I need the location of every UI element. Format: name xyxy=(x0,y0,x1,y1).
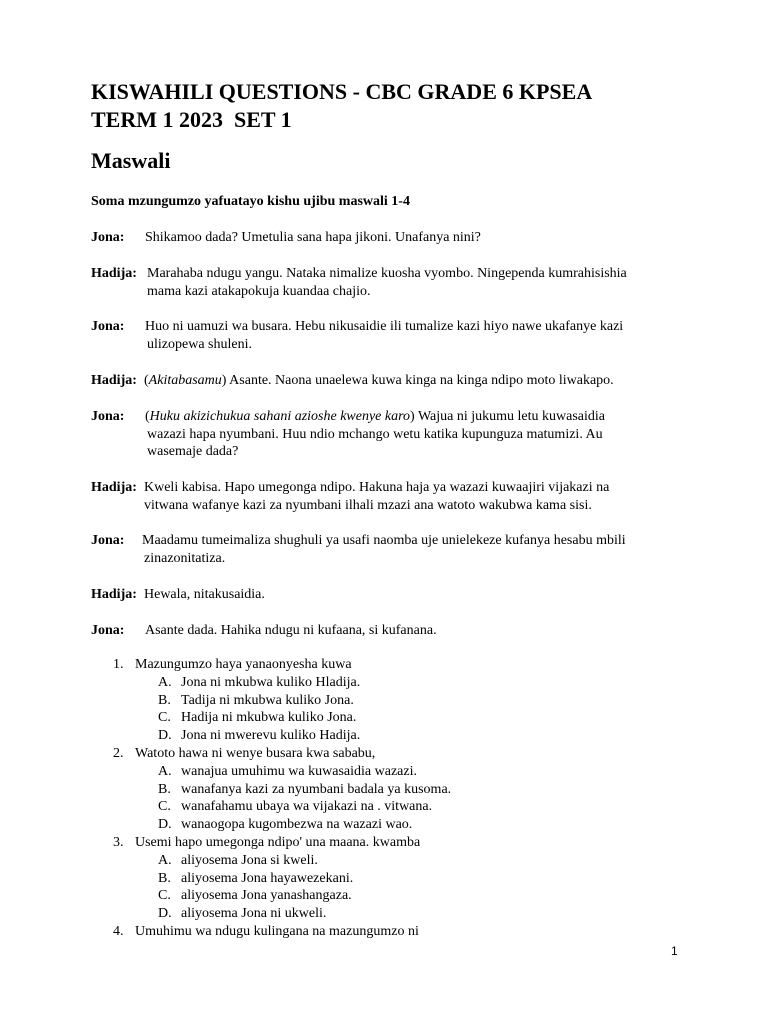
speaker-name: Jona: xyxy=(91,409,125,424)
option-text: Tadija ni mkubwa kuliko Jona. xyxy=(181,692,354,708)
question-number: 2. xyxy=(113,746,124,761)
question-text: Umuhimu wa ndugu kulingana na mazungumzo ni xyxy=(135,924,419,939)
question-text: Usemi hapo umegonga ndipo' una maana. kwamba xyxy=(135,835,421,850)
dialogue-text: ) Wajua ni jukumu letu kuwasaidia xyxy=(410,409,606,424)
question-number: 1. xyxy=(113,657,124,672)
option-letter: A. xyxy=(158,764,172,779)
dialogue-line: Shikamoo dada? Umetulia sana hapa jikoni. Unafanya nini? xyxy=(145,230,481,245)
document-title xyxy=(91,78,691,134)
option-text: aliyosema Jona yanashangaza. xyxy=(181,888,352,903)
instruction: Soma mzungumzo yafuatayo kishu ujibu maswali 1-4 xyxy=(91,194,410,209)
title-line-2: TERM 1 2023 SET 1 xyxy=(91,107,292,132)
speaker-name: Jona: xyxy=(91,533,125,548)
dialogue-line: ulizopewa shuleni. xyxy=(147,337,252,352)
dialogue-line xyxy=(144,372,614,390)
dialogue-line: wazazi hapa nyumbani. Huu ndio mchango wetu katika kupunguza matumizi. Au xyxy=(147,427,603,442)
option-letter: C. xyxy=(158,710,171,725)
option-text: Hadija ni mkubwa kuliko Jona. xyxy=(181,710,357,725)
option-letter: A. xyxy=(158,675,172,690)
option-text: wanajua umuhimu wa kuwasaidia wazazi. xyxy=(181,764,417,779)
dialogue-line xyxy=(145,408,605,426)
stage-direction: Huku akizichukua sahani azioshe kwenye karo xyxy=(149,409,411,424)
option-text: wanafahamu ubaya wa vijakazi na . vitwana. xyxy=(181,799,433,814)
option-text: aliyosema Jona hayawezekani. xyxy=(181,870,354,886)
option-text: aliyosema Jona si kweli. xyxy=(181,853,318,868)
speaker-name: Hadija: xyxy=(91,587,137,602)
question-number: 3. xyxy=(113,835,124,850)
option-text: wanafanya kazi za nyumbani badala ya kusoma. xyxy=(181,781,452,797)
option-text: wanaogopa kugombezwa na wazazi wao. xyxy=(181,817,413,832)
dialogue-line: Kweli kabisa. Hapo umegonga ndipo. Hakuna haja ya wazazi kuwaajiri vijakazi na xyxy=(144,480,610,495)
option-letter: B. xyxy=(158,781,171,797)
speaker-name: Jona: xyxy=(91,230,125,245)
page-number: 1 xyxy=(671,944,678,958)
question-number: 4. xyxy=(113,924,124,939)
dialogue-line: Hewala, nitakusaidia. xyxy=(144,587,265,602)
option-letter: A. xyxy=(158,853,172,868)
speaker-name: Hadija: xyxy=(91,480,137,495)
option-letter: D. xyxy=(158,817,172,832)
dialogue-line: mama kazi atakapokuja kuandaa chajio. xyxy=(147,284,371,299)
speaker-name: Jona: xyxy=(91,319,125,334)
question-text: Watoto hawa ni wenye busara kwa sababu, xyxy=(135,746,376,761)
option-text: Jona ni mwerevu kuliko Hadija. xyxy=(181,728,361,743)
option-letter: C. xyxy=(158,888,171,903)
dialogue-line: vitwana wafanye kazi za nyumbani ilhali mzazi ana watoto wakubwa kama sisi. xyxy=(144,498,592,513)
option-letter: B. xyxy=(158,692,171,708)
option-letter: D. xyxy=(158,906,172,921)
option-letter: D. xyxy=(158,728,172,743)
stage-direction: Akitabasamu xyxy=(148,373,222,388)
dialogue-line: Huo ni uamuzi wa busara. Hebu nikusaidie ili tumalize kazi hiyo nawe ukafanye kazi xyxy=(145,319,624,334)
option-letter: B. xyxy=(158,870,171,886)
dialogue-text: ) Asante. Naona unaelewa kuwa kinga na kinga ndipo moto liwakapo. xyxy=(221,373,614,388)
title-line-1: KISWAHILI QUESTIONS - CBC GRADE 6 KPSEA xyxy=(91,79,593,104)
dialogue-line: zinazonitatiza. xyxy=(144,551,226,566)
dialogue-line: Asante dada. Hahika ndugu ni kufaana, si kufanana. xyxy=(145,623,437,638)
section-heading: Maswali xyxy=(91,148,171,173)
speaker-name: Hadija: xyxy=(91,266,137,281)
speaker-name: Jona: xyxy=(91,623,125,638)
option-text: aliyosema Jona ni ukweli. xyxy=(181,906,327,921)
dialogue-line: Marahaba ndugu yangu. Nataka nimalize kuosha vyombo. Ningependa kumrahisishia xyxy=(147,266,627,281)
option-letter: C. xyxy=(158,799,171,814)
option-text: Jona ni mkubwa kuliko Hladija. xyxy=(181,675,361,690)
dialogue-line: wasemaje dada? xyxy=(147,444,239,459)
stage-open-paren: ( xyxy=(144,373,149,388)
stage-open-paren: ( xyxy=(145,409,150,424)
dialogue-line: Maadamu tumeimaliza shughuli ya usafi naomba uje unielekeze kufanya hesabu mbili xyxy=(142,533,626,548)
speaker-name: Hadija: xyxy=(91,373,137,388)
question-text: Mazungumzo haya yanaonyesha kuwa xyxy=(135,657,352,672)
